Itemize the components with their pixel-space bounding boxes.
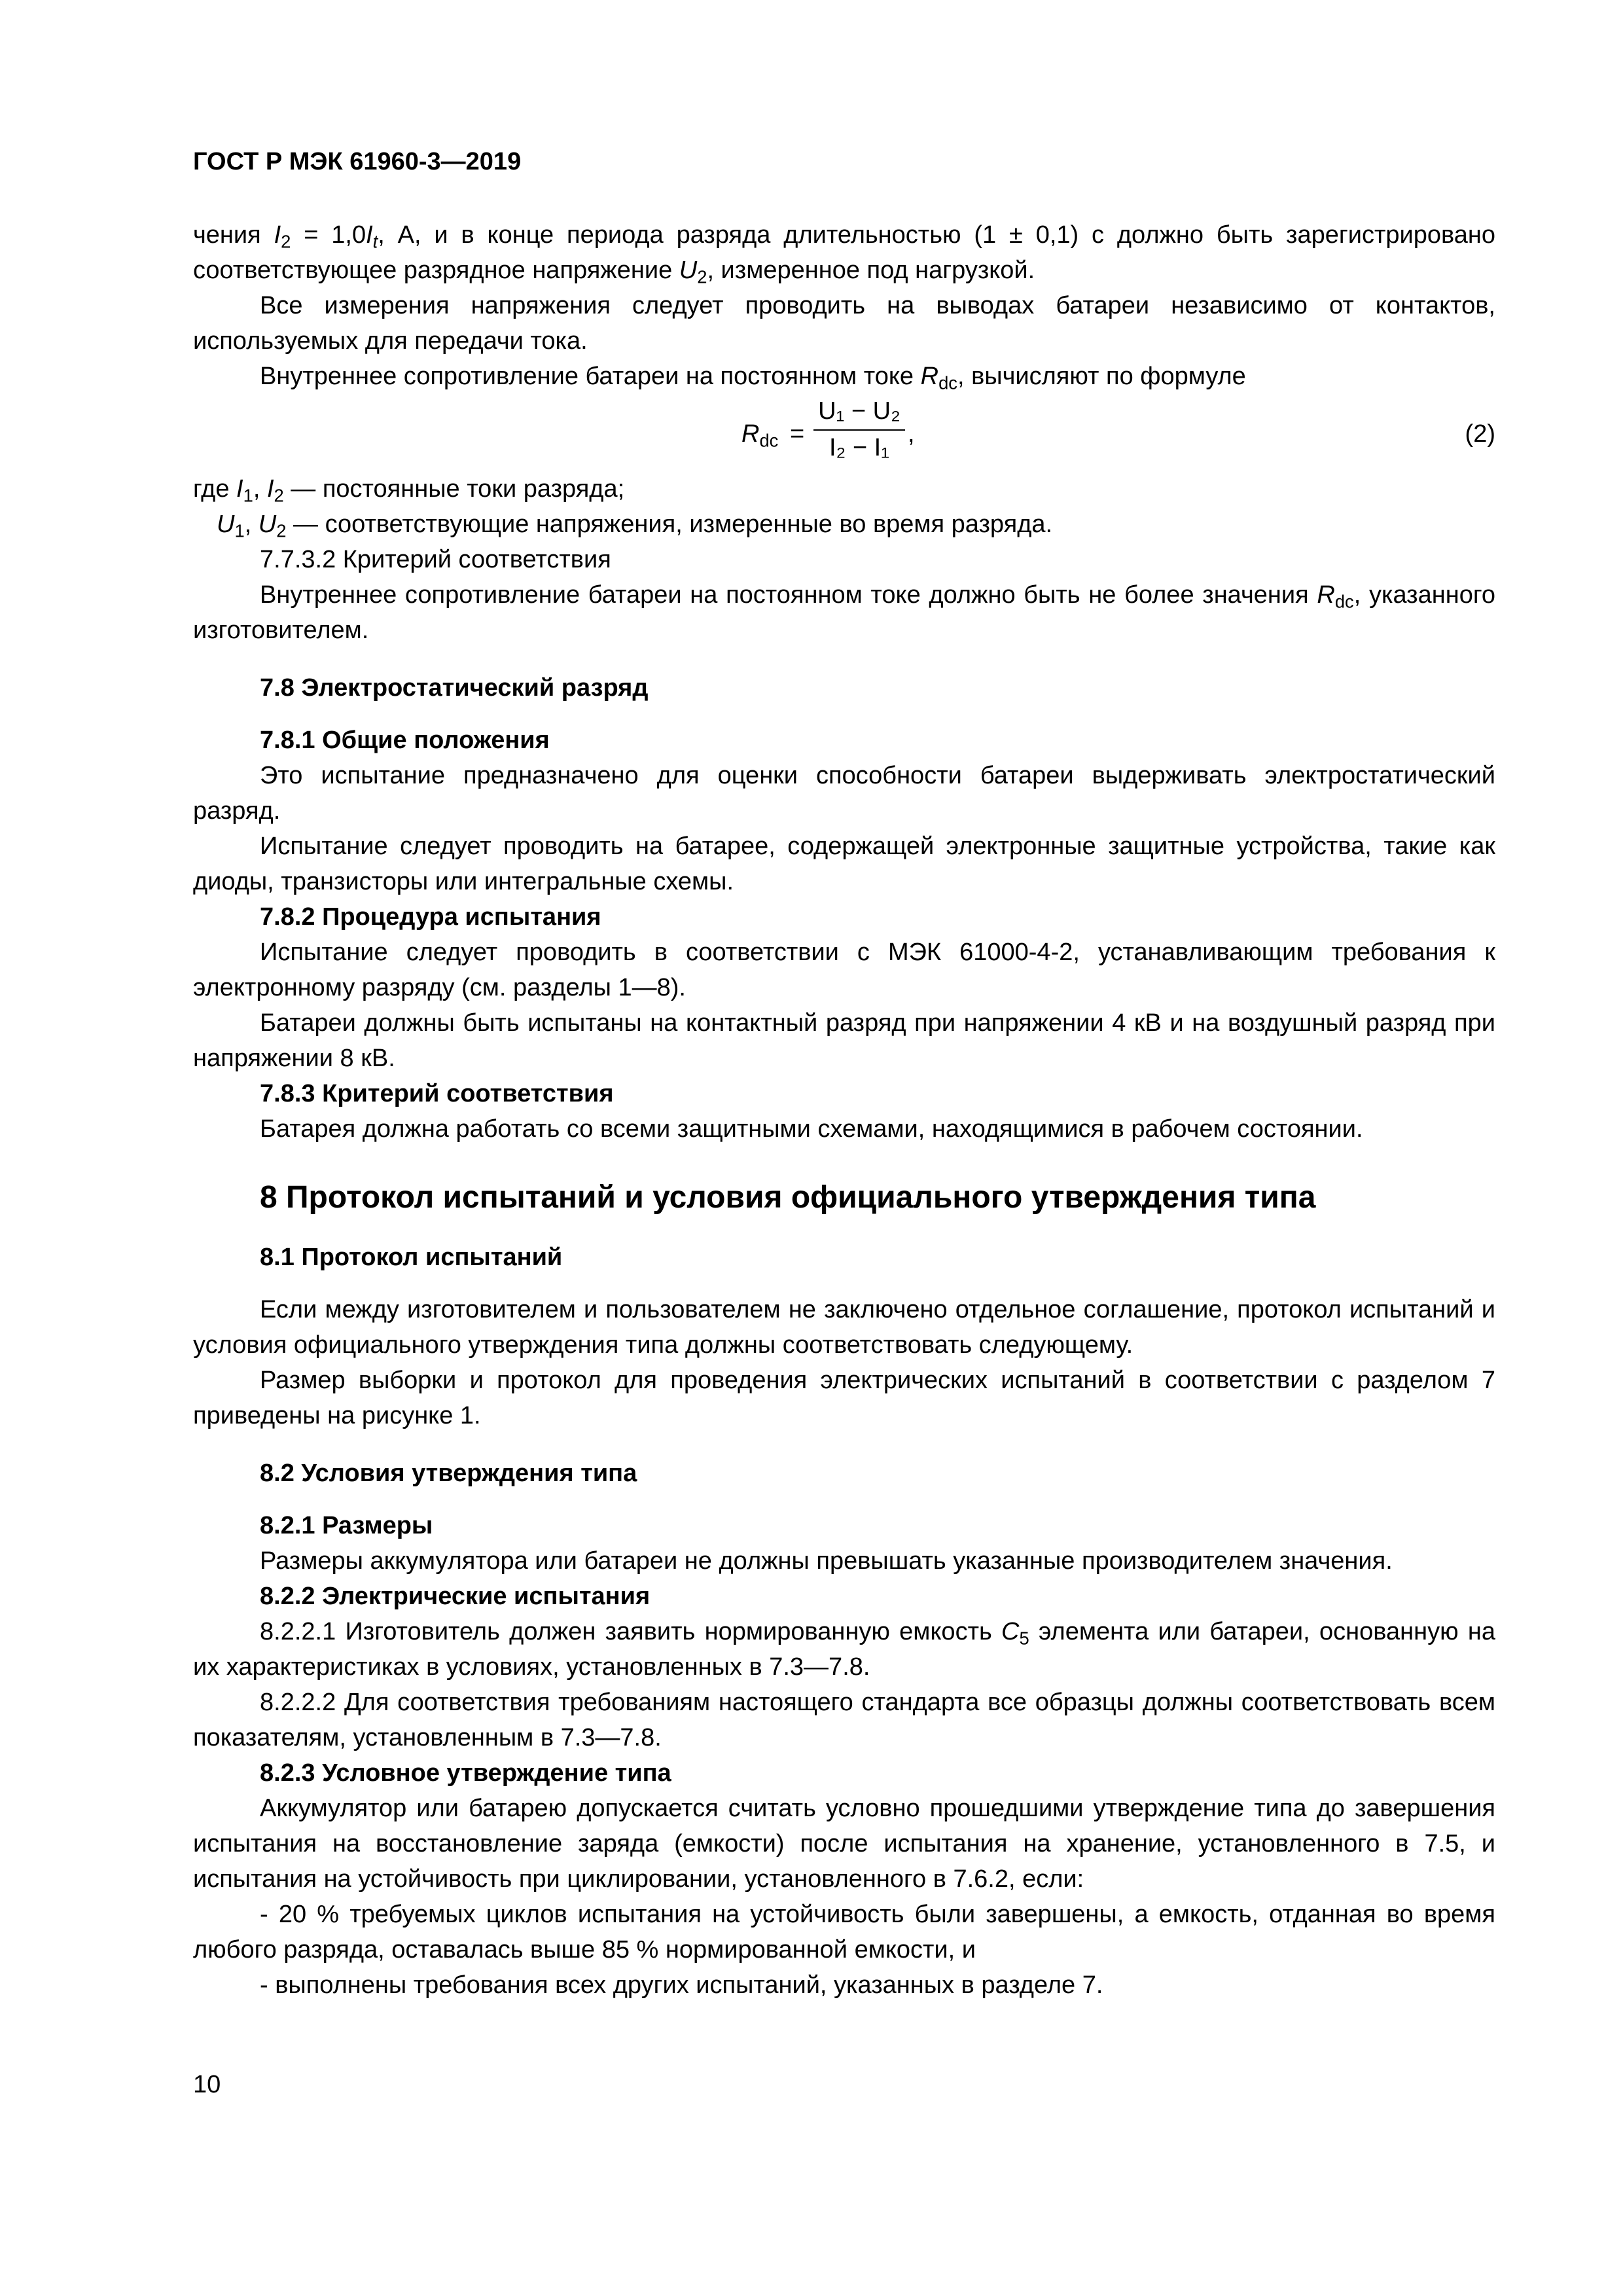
heading-8-2-1: 8.2.1 Размеры	[260, 1512, 433, 1539]
list-item-8-2-3-a: - 20 % требуемых циклов испытания на устойчивость были завершены, а емкость, отданная во время любого разряда, оставалась выше 85 % нормированной емкости, и	[193, 1901, 1495, 1964]
paragraph-7-8-1-a: Это испытание предназначено для оценки способности батареи выдерживать электростатический разряд.	[193, 762, 1495, 825]
formula-lhs: $R_{dc}$	[741, 420, 779, 451]
formula-denominator: I₂ − I₁	[829, 434, 889, 461]
formula-2	[193, 394, 1495, 471]
heading-8-2-3: 8.2.3 Условное утверждение типа	[260, 1759, 671, 1787]
paragraph-8-2-2-2: 8.2.2.2 Для соответствия требованиям настоящего стандарта все образцы должны соответствовать всем показателям, установленным в 7.3—7.8.	[193, 1689, 1495, 1751]
paragraph-voltage-measurement: Все измерения напряжения следует проводить на выводах батареи независимо от контактов, используемых для передачи тока.	[193, 292, 1495, 355]
document-header: ГОСТ Р МЭК 61960-3—2019	[193, 148, 522, 175]
paragraph-7-8-2-b: Батареи должны быть испытаны на контактный разряд при напряжении 4 кВ и на воздушный разряд при напряжении 8 кВ.	[193, 1009, 1495, 1072]
paragraph-7-8-1-b: Испытание следует проводить на батарее, содержащей электронные защитные устройства, такие как диоды, транзисторы или интегральные схемы.	[193, 833, 1495, 895]
document-body	[193, 217, 1495, 2003]
list-item-8-2-3-b: - выполнены требования всех других испытаний, указанных в разделе 7.	[260, 1971, 1103, 1999]
heading-7-8: 7.8 Электростатический разряд	[260, 674, 649, 702]
heading-8-2: 8.2 Условия утверждения типа	[260, 1460, 637, 1487]
heading-7-8-2: 7.8.2 Процедура испытания	[260, 903, 601, 931]
heading-8-2-2: 8.2.2 Электрические испытания	[260, 1583, 651, 1610]
formula-where-currents: где $I_1$, $I_2$ — постоянные токи разряда;	[193, 475, 625, 506]
heading-7-8-1: 7.8.1 Общие положения	[260, 726, 550, 754]
paragraph-7-8-2-a: Испытание следует проводить в соответствии с МЭК 61000-4-2, устанавливающим требования к электронному разряду (см. разделы 1—8).	[193, 939, 1495, 1001]
heading-8: 8 Протокол испытаний и условия официального утверждения типа	[260, 1180, 1316, 1215]
formula-fraction	[813, 394, 905, 465]
formula-equals: =	[790, 420, 805, 448]
paragraph-8-2-1: Размеры аккумулятора или батареи не должны превышать указанные производителем значения.	[260, 1547, 1393, 1575]
page-number: 10	[193, 2071, 221, 2098]
paragraph-8-1-b: Размер выборки и протокол для проведения электрических испытаний в соответствии с разделом 7 приведены на рисунке 1.	[193, 1367, 1495, 1429]
formula-number: (2)	[1465, 420, 1495, 448]
paragraph-8-1-a: Если между изготовителем и пользователем не заключено отдельное соглашение, протокол испытаний и условия официального утверждения типа должны соответствовать следующему.	[193, 1296, 1495, 1359]
heading-8-1: 8.1 Протокол испытаний	[260, 1244, 563, 1271]
formula-where-voltages: $U_1$, $U_2$ — соответствующие напряжения, измеренные во время разряда.	[217, 511, 1053, 541]
paragraph-discharge-current: чения $I_2 = 1,0I_t$, А, и в конце периода разряда длительностью (1 ± 0,1) с должно быть зарегистрировано соответствующее разрядное напряжение $U_2$, измеренное под нагрузкой.	[193, 221, 1495, 287]
formula-numerator: U₁ − U₂	[813, 394, 905, 431]
heading-7-7-3-2: 7.7.3.2 Критерий соответствия	[260, 546, 611, 573]
paragraph-7-7-3-2: Внутреннее сопротивление батареи на постоянном токе должно быть не более значения $R_{dc}$, указанного изготовителем.	[193, 581, 1495, 644]
paragraph-8-2-3: Аккумулятор или батарею допускается считать условно прошедшими утверждение типа до завершения испытания на восстановление заряда (емкости) после испытания на хранение, установленного в 7.5, и испытания на устойчивость при циклировании, установленного в 7.6.2, если:	[193, 1795, 1495, 1893]
heading-7-8-3: 7.8.3 Критерий соответствия	[260, 1080, 614, 1107]
paragraph-8-2-2-1: 8.2.2.1 Изготовитель должен заявить нормированную емкость $C_5$ элемента или батареи, основанную на их характеристиках в условиях, установленных в 7.3—7.8.	[193, 1618, 1495, 1681]
paragraph-7-8-3: Батарея должна работать со всеми защитными схемами, находящимися в рабочем состоянии.	[260, 1115, 1363, 1143]
paragraph-resistance-intro: Внутреннее сопротивление батареи на постоянном токе $R_{dc}$, вычисляют по формуле	[260, 363, 1246, 393]
formula-comma: ,	[908, 420, 915, 448]
